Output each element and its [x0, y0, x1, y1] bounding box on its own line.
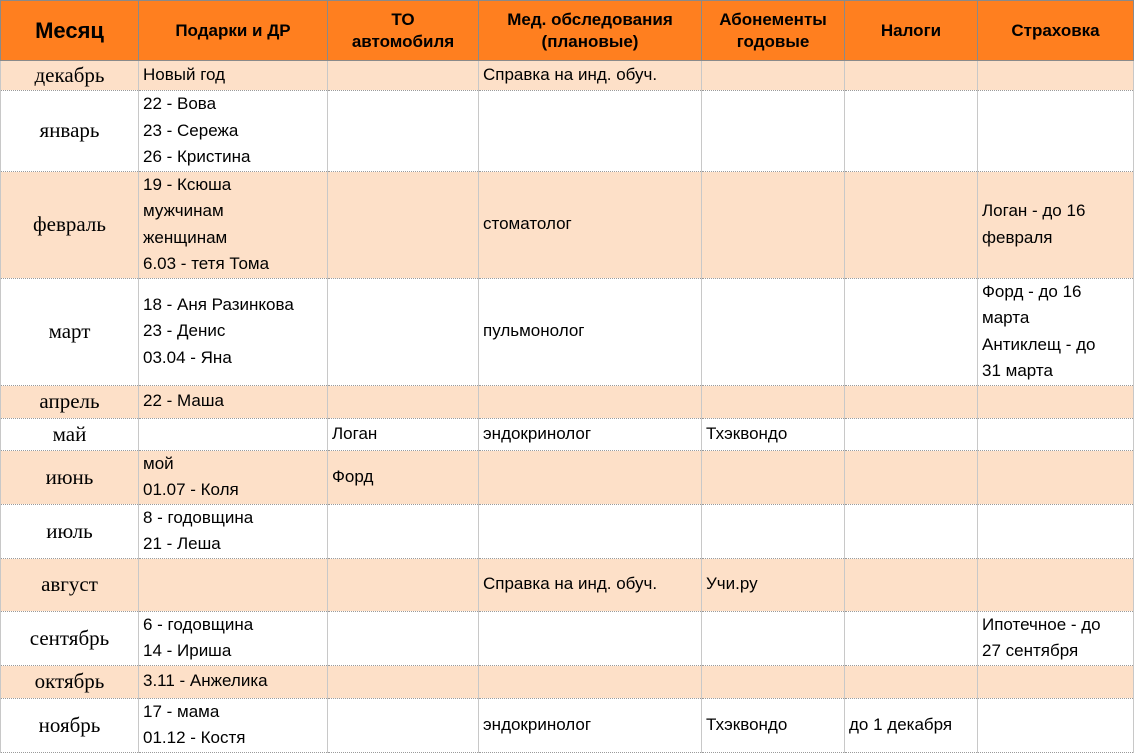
taxes-cell[interactable] — [845, 504, 978, 558]
table-row — [1, 278, 1134, 385]
gifts-cell[interactable] — [139, 611, 328, 665]
gifts-cell-content — [143, 388, 323, 415]
gifts-cell-line: 01.12 - Костя — [143, 728, 246, 747]
taxes-cell[interactable] — [845, 91, 978, 172]
gifts-cell-line: 22 - Маша — [143, 391, 224, 411]
car-cell[interactable] — [328, 171, 479, 278]
header-insurance-label: Страховка — [1011, 20, 1100, 40]
gifts-cell-line: 01.07 - Коля — [143, 480, 239, 499]
gifts-cell[interactable] — [139, 665, 328, 698]
month-cell[interactable]: октябрь — [1, 665, 139, 698]
medical-cell[interactable] — [479, 665, 702, 698]
car-cell-line: Форд — [332, 466, 374, 486]
car-cell-content — [332, 421, 474, 448]
subscriptions-cell-line: Учи.ру — [706, 574, 758, 594]
taxes-cell-line: до 1 декабря — [849, 714, 953, 734]
header-car[interactable] — [328, 1, 479, 61]
gifts-cell-content — [143, 292, 323, 372]
insurance-cell[interactable] — [978, 278, 1134, 385]
car-cell[interactable] — [328, 698, 479, 752]
taxes-cell[interactable] — [845, 450, 978, 504]
taxes-cell[interactable] — [845, 385, 978, 418]
medical-cell-content — [483, 211, 697, 238]
insurance-cell-content — [982, 198, 1129, 251]
car-cell-line: Логан — [332, 423, 378, 443]
header-insurance[interactable] — [978, 1, 1134, 61]
month-cell[interactable]: август — [1, 558, 139, 611]
gifts-cell-line: 19 - Ксюша — [143, 174, 232, 194]
table-row — [1, 698, 1134, 752]
medical-cell[interactable] — [479, 171, 702, 278]
car-cell[interactable] — [328, 61, 479, 91]
insurance-cell[interactable] — [978, 171, 1134, 278]
gifts-cell[interactable] — [139, 698, 328, 752]
insurance-cell-content — [982, 279, 1129, 385]
header-medical[interactable] — [479, 1, 702, 61]
month-cell[interactable]: сентябрь — [1, 611, 139, 665]
header-medical-label-line2: (плановые) — [541, 31, 639, 51]
gifts-cell-line: 18 - Аня Разинкова — [143, 294, 294, 314]
insurance-cell[interactable] — [978, 698, 1134, 752]
insurance-cell-content — [982, 612, 1129, 665]
insurance-cell-line: Ипотечное - до — [982, 614, 1101, 634]
subscriptions-cell[interactable] — [702, 61, 845, 91]
gifts-cell-line: Новый год — [143, 65, 226, 85]
taxes-cell[interactable] — [845, 418, 978, 450]
gifts-cell-content — [143, 612, 323, 665]
header-subscriptions-label-line2: годовые — [736, 31, 810, 51]
gifts-cell-line: 8 - годовщина — [143, 507, 254, 527]
month-cell[interactable]: февраль — [1, 171, 139, 278]
table-row — [1, 665, 1134, 698]
month-cell[interactable]: май — [1, 418, 139, 450]
gifts-cell[interactable] — [139, 91, 328, 172]
subscriptions-cell[interactable] — [702, 558, 845, 611]
subscriptions-cell[interactable] — [702, 698, 845, 752]
gifts-cell[interactable] — [139, 171, 328, 278]
medical-cell-content — [483, 571, 697, 598]
taxes-cell[interactable] — [845, 698, 978, 752]
header-row — [1, 1, 1134, 61]
gifts-cell-line: 14 - Ириша — [143, 641, 232, 660]
medical-cell-line: пульмонолог — [483, 321, 585, 341]
table-row — [1, 385, 1134, 418]
gifts-cell-line: мой — [143, 453, 174, 473]
header-subscriptions[interactable] — [702, 1, 845, 61]
insurance-cell[interactable] — [978, 611, 1134, 665]
subscriptions-cell[interactable] — [702, 450, 845, 504]
medical-cell-content — [483, 62, 697, 89]
taxes-cell[interactable] — [845, 171, 978, 278]
gifts-cell-content — [143, 699, 323, 752]
month-cell[interactable]: июль — [1, 504, 139, 558]
subscriptions-cell-line: Тхэквондо — [706, 714, 788, 734]
medical-cell-content — [483, 318, 697, 345]
month-cell[interactable]: январь — [1, 91, 139, 172]
subscriptions-cell[interactable] — [702, 278, 845, 385]
month-cell[interactable]: март — [1, 278, 139, 385]
gifts-cell[interactable] — [139, 504, 328, 558]
insurance-cell[interactable] — [978, 385, 1134, 418]
subscriptions-cell[interactable] — [702, 385, 845, 418]
taxes-cell-content — [849, 712, 973, 739]
subscriptions-cell[interactable] — [702, 418, 845, 450]
header-car-label-line2: автомобиля — [351, 31, 455, 51]
gifts-cell-content — [143, 505, 323, 558]
insurance-cell-line: Форд - до 16 — [982, 281, 1082, 301]
insurance-cell-line: 31 марта — [982, 361, 1053, 380]
gifts-cell[interactable] — [139, 61, 328, 91]
subscriptions-cell[interactable] — [702, 504, 845, 558]
month-cell[interactable]: апрель — [1, 385, 139, 418]
subscriptions-cell-content — [706, 571, 840, 598]
gifts-cell[interactable] — [139, 385, 328, 418]
car-cell[interactable] — [328, 450, 479, 504]
gifts-cell-content — [143, 172, 323, 278]
gifts-cell-line: женщинам — [143, 227, 228, 247]
gifts-cell-line: 22 - Вова — [143, 94, 217, 113]
car-cell[interactable] — [328, 665, 479, 698]
insurance-cell[interactable] — [978, 558, 1134, 611]
table-row — [1, 418, 1134, 450]
taxes-cell[interactable] — [845, 558, 978, 611]
car-cell[interactable] — [328, 418, 479, 450]
table-row — [1, 91, 1134, 172]
medical-cell-line: эндокринолог — [483, 714, 592, 734]
gifts-cell[interactable] — [139, 418, 328, 450]
gifts-cell[interactable] — [139, 450, 328, 504]
header-subscriptions-label-line1: Абонементы — [719, 9, 827, 29]
medical-cell-line: стоматолог — [483, 214, 572, 234]
gifts-cell-line: 6.03 - тетя Тома — [143, 254, 270, 273]
insurance-cell[interactable] — [978, 450, 1134, 504]
gifts-cell[interactable] — [139, 278, 328, 385]
taxes-cell[interactable] — [845, 278, 978, 385]
gifts-cell-line: 03.04 - Яна — [143, 347, 232, 367]
subscriptions-cell-line: Тхэквондо — [706, 423, 788, 443]
subscriptions-cell-content — [706, 421, 840, 448]
medical-cell-content — [483, 712, 697, 739]
month-cell[interactable]: июнь — [1, 450, 139, 504]
table-row — [1, 171, 1134, 278]
car-cell[interactable] — [328, 611, 479, 665]
gifts-cell-content — [143, 91, 323, 171]
taxes-cell[interactable] — [845, 611, 978, 665]
medical-cell-content — [483, 421, 697, 448]
gifts-cell-line: 21 - Леша — [143, 534, 221, 553]
insurance-cell-line: Логан - до 16 — [982, 201, 1086, 220]
gifts-cell-line: 3.11 - Анжелика — [143, 671, 268, 691]
car-cell[interactable] — [328, 558, 479, 611]
subscriptions-cell[interactable] — [702, 611, 845, 665]
gifts-cell-content — [143, 451, 323, 504]
header-car-label-line1: ТО — [391, 9, 415, 29]
insurance-cell[interactable] — [978, 91, 1134, 172]
insurance-cell-line: 27 сентября — [982, 641, 1079, 660]
medical-cell[interactable] — [479, 91, 702, 172]
header-month-label: Месяц — [35, 17, 104, 43]
insurance-cell[interactable] — [978, 61, 1134, 91]
header-medical-label-line1: Мед. обследования — [507, 9, 673, 29]
table-body — [1, 61, 1134, 753]
car-cell-content — [332, 464, 474, 491]
taxes-cell[interactable] — [845, 665, 978, 698]
subscriptions-cell[interactable] — [702, 665, 845, 698]
gifts-cell-line: 23 - Денис — [143, 321, 226, 341]
medical-cell[interactable] — [479, 558, 702, 611]
car-cell[interactable] — [328, 91, 479, 172]
gifts-cell-line: 26 - Кристина — [143, 147, 251, 166]
insurance-cell[interactable] — [978, 504, 1134, 558]
header-gifts-label: Подарки и ДР — [175, 20, 291, 40]
subscriptions-cell[interactable] — [702, 91, 845, 172]
medical-cell-line: эндокринолог — [483, 423, 592, 443]
header-taxes-label: Налоги — [880, 20, 942, 40]
subscriptions-cell-content — [706, 712, 840, 739]
medical-cell[interactable] — [479, 611, 702, 665]
car-cell[interactable] — [328, 504, 479, 558]
insurance-cell-line: февраля — [982, 227, 1053, 247]
gifts-cell-content — [143, 62, 323, 89]
header-taxes[interactable] — [845, 1, 978, 61]
gifts-cell-line: 17 - мама — [143, 701, 220, 721]
medical-cell[interactable] — [479, 385, 702, 418]
header-gifts[interactable] — [139, 1, 328, 61]
table-row — [1, 558, 1134, 611]
medical-cell-line: Справка на инд. обуч. — [483, 65, 658, 85]
insurance-cell-line: марта — [982, 308, 1030, 327]
gifts-cell-content — [143, 668, 323, 695]
table-row — [1, 450, 1134, 504]
car-cell[interactable] — [328, 278, 479, 385]
subscriptions-cell[interactable] — [702, 171, 845, 278]
gifts-cell-line: 23 - Сережа — [143, 120, 239, 140]
table-row — [1, 504, 1134, 558]
medical-cell[interactable] — [479, 504, 702, 558]
gifts-cell-line: 6 - годовщина — [143, 614, 254, 634]
table-row — [1, 61, 1134, 91]
insurance-cell[interactable] — [978, 665, 1134, 698]
medical-cell[interactable] — [479, 61, 702, 91]
medical-cell[interactable] — [479, 418, 702, 450]
medical-cell[interactable] — [479, 450, 702, 504]
car-cell[interactable] — [328, 385, 479, 418]
insurance-cell[interactable] — [978, 418, 1134, 450]
table-row — [1, 611, 1134, 665]
month-cell[interactable]: ноябрь — [1, 698, 139, 752]
month-cell[interactable]: декабрь — [1, 61, 139, 91]
insurance-cell-line: Антиклещ - до — [982, 334, 1096, 354]
medical-cell-line: Справка на инд. обуч. — [483, 574, 658, 594]
medical-cell[interactable] — [479, 698, 702, 752]
taxes-cell[interactable] — [845, 61, 978, 91]
header-month[interactable] — [1, 1, 139, 61]
gifts-cell-line: мужчинам — [143, 201, 224, 220]
gifts-cell[interactable] — [139, 558, 328, 611]
medical-cell[interactable] — [479, 278, 702, 385]
